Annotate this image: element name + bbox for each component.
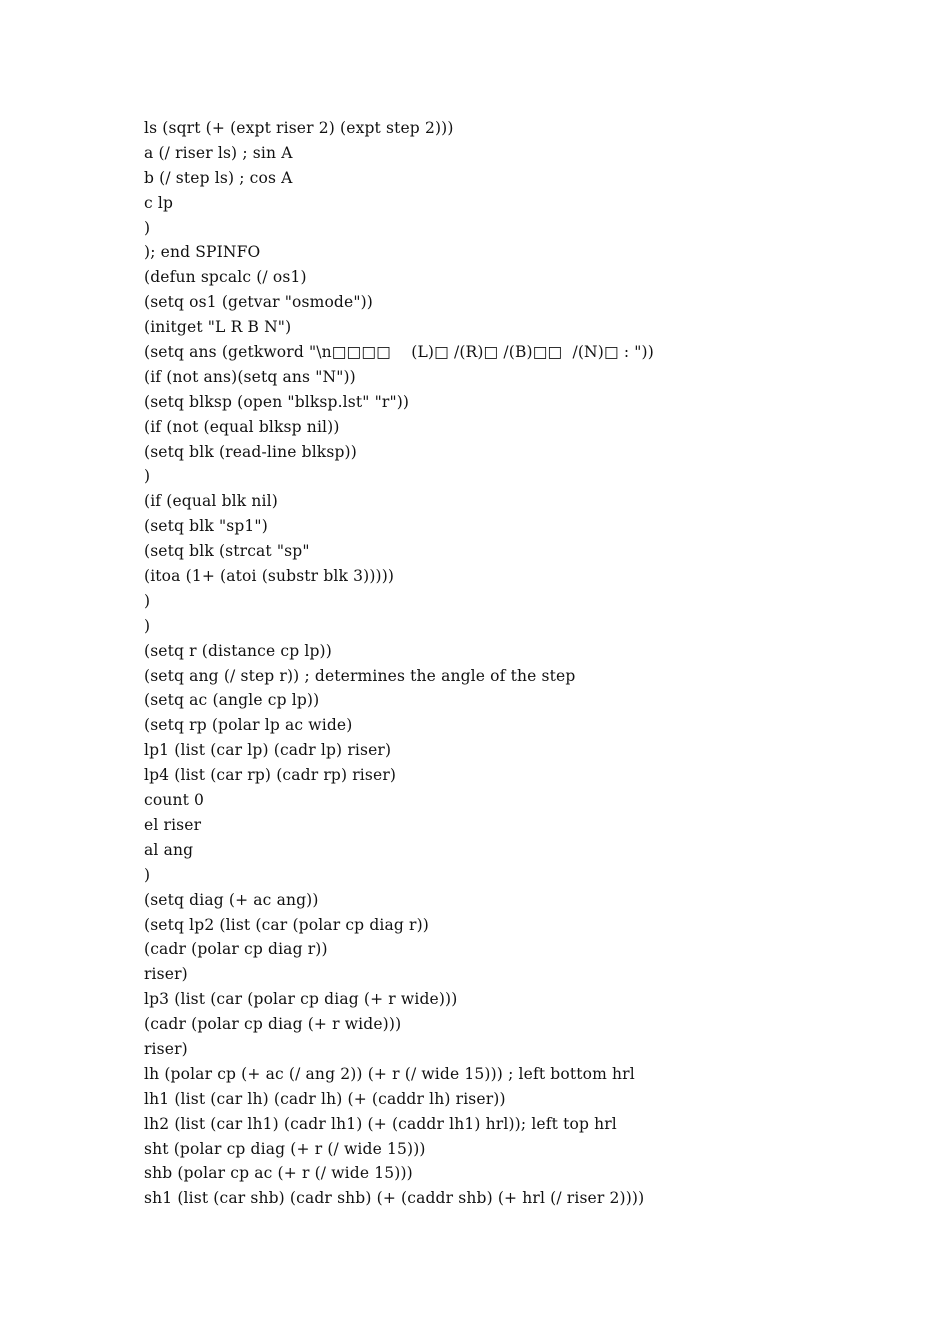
code-line-2: a (/ riser ls) ; sin A xyxy=(144,143,293,162)
code-line-22: (setq r (distance cp lp)) xyxy=(144,641,332,660)
code-line-14: (setq blk (read-line blksp)) xyxy=(144,442,357,461)
code-line-26: lp1 (list (car lp) (cadr lp) riser) xyxy=(144,741,392,760)
code-line-43: shb (polar cp ac (+ r (/ wide 15))) xyxy=(144,1164,413,1183)
code-line-7: (defun spcalc (/ os1) xyxy=(144,268,307,287)
code-line-28: count 0 xyxy=(144,791,205,810)
code-line-17: (setq blk "sp1") xyxy=(144,517,268,536)
code-line-25: (setq rp (polar lp ac wide) xyxy=(144,716,353,735)
code-line-36: lp3 (list (car (polar cp diag (+ r wide))) xyxy=(144,990,458,1009)
code-line-6: ); end SPINFO xyxy=(144,243,261,262)
code-line-44: sh1 (list (car shb) (cadr shb) (+ (caddr shb) (+ hrl (/ riser 2)))) xyxy=(144,1189,645,1208)
code-line-39: lh (polar cp (+ ac (/ ang 2)) (+ r (/ wide 15))) ; left bottom hrl xyxy=(144,1064,635,1083)
code-line-27: lp4 (list (car rp) (cadr rp) riser) xyxy=(144,766,397,785)
code-line-19: (itoa (1+ (atoi (substr blk 3))))) xyxy=(144,567,395,586)
code-line-41: lh2 (list (car lh1) (cadr lh1) (+ (caddr lh1) hrl)); left top hrl xyxy=(144,1114,617,1133)
code-line-23: (setq ang (/ step r)) ; determines the angle of the step xyxy=(144,666,576,685)
code-line-8: (setq os1 (getvar "osmode")) xyxy=(144,293,373,312)
code-line-4: c lp xyxy=(144,193,174,212)
code-listing xyxy=(144,116,904,1211)
code-line-33: (setq lp2 (list (car (polar cp diag r)) xyxy=(144,915,429,934)
code-line-18: (setq blk (strcat "sp" xyxy=(144,542,310,561)
code-line-12: (setq blksp (open "blksp.lst" "r")) xyxy=(144,392,410,411)
code-line-32: (setq diag (+ ac ang)) xyxy=(144,890,319,909)
code-line-31: ) xyxy=(144,865,151,884)
code-line-13: (if (not (equal blksp nil)) xyxy=(144,417,340,436)
code-line-29: el riser xyxy=(144,815,202,834)
code-line-40: lh1 (list (car lh) (cadr lh) (+ (caddr lh) riser)) xyxy=(144,1089,506,1108)
code-line-21: ) xyxy=(144,616,151,635)
code-line-11: (if (not ans)(setq ans "N")) xyxy=(144,367,356,386)
code-line-5: ) xyxy=(144,218,151,237)
code-line-16: (if (equal blk nil) xyxy=(144,492,278,511)
code-line-20: ) xyxy=(144,591,151,610)
code-line-15: ) xyxy=(144,467,151,486)
code-line-3: b (/ step ls) ; cos A xyxy=(144,168,293,187)
code-line-42: sht (polar cp diag (+ r (/ wide 15))) xyxy=(144,1139,426,1158)
code-line-37: (cadr (polar cp diag (+ r wide))) xyxy=(144,1015,402,1034)
code-line-24: (setq ac (angle cp lp)) xyxy=(144,691,320,710)
code-line-38: riser) xyxy=(144,1039,188,1058)
code-line-34: (cadr (polar cp diag r)) xyxy=(144,940,328,959)
code-line-10: (setq ans (getkword "\n□□□□ (L)□ /(R)□ /(B)□□ /(N)□ : ")) xyxy=(144,343,654,362)
code-line-30: al ang xyxy=(144,840,194,859)
code-line-9: (initget "L R B N") xyxy=(144,318,292,337)
code-line-1: ls (sqrt (+ (expt riser 2) (expt step 2))) xyxy=(144,119,454,137)
code-line-35: riser) xyxy=(144,965,188,984)
